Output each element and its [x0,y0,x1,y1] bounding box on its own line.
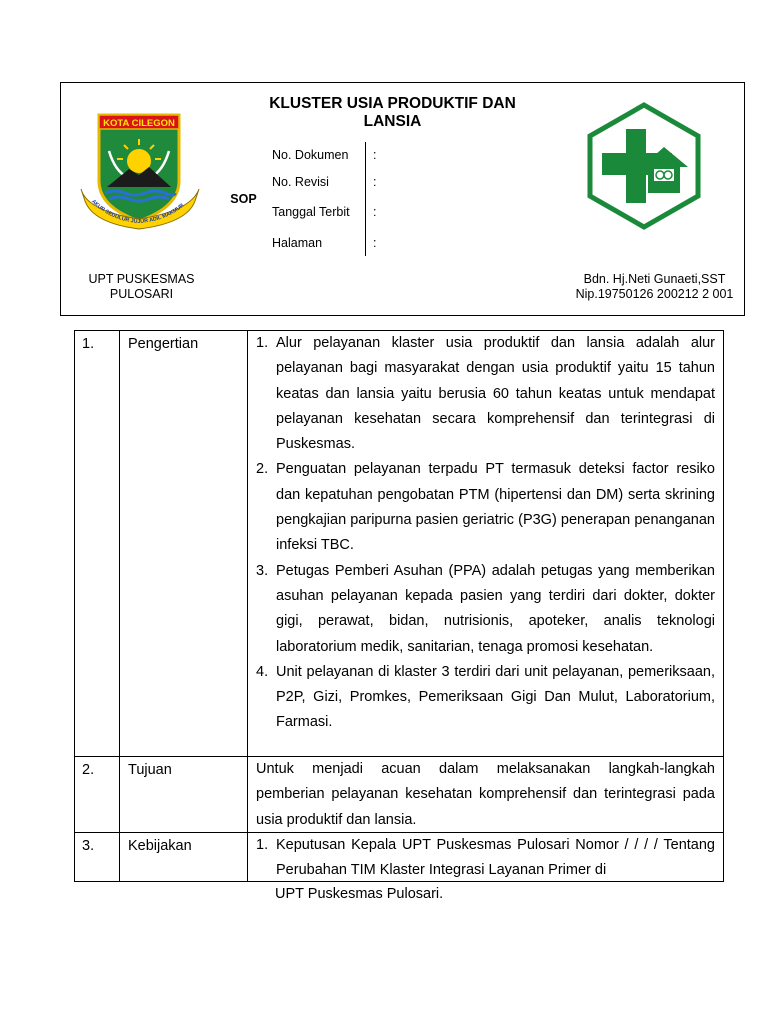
meta-label: No. Revisi [265,168,366,195]
section-heading: Kebijakan [120,833,248,881]
list-text: Penguatan pelayanan terpadu PT termasuk deteksi factor resiko dan kepatuhan pengobatan PTM (hipertensi dan DM) serta skrining pengkajian paripurna pasien geriatric (P3G) penerapan penanganan infeksi TBC. [276,461,715,554]
signature-area [222,256,563,317]
section-heading: Pengertian [120,331,248,756]
list-number: 4. [256,663,269,680]
sop-label: SOP [230,192,257,206]
list-text: Keputusan Kepala UPT Puskesmas Pulosari Nomor / / / / Tentang Perubahan TIM Klaster Integrasi Layanan Primer di [276,837,715,879]
section-heading: Tujuan [120,757,248,832]
emblem-banner-text: KOTA CILEGON [103,118,175,129]
sop-header-table [60,82,745,316]
section-content [248,757,723,832]
meta-value: : [373,148,377,162]
list-number: 1. [256,335,269,351]
meta-label: No. Dokumen [265,142,366,168]
list-number: 2. [256,461,269,478]
list-text: Petugas Pemberi Asuhan (PPA) adalah petugas yang memberikan asuhan pelayanan kepada pasien yang terdiri dari dokter, dokter gigi, perawat, bidan, nutrisionis, apoteker, analis teknologi laboratorium medik, sanitarian, tenaga promosi kesehatan. [276,562,715,655]
section-row-pengertian [75,331,723,757]
list-number: 3. [256,562,269,579]
meta-value: : [373,174,377,189]
sop-content-table [74,330,724,882]
section-row-tujuan [75,757,723,833]
list-text: Alur pelayanan klaster usia produktif dan lansia adalah alur pelayanan bagi masyarakat dengan usia produktif yaitu 15 tahun keatas dan lansia yaitu berusia 60 tahun keatas untuk mendapat pelayanan kesehatan secara komprehensif dan terintegrasi di Puskesmas. [276,335,715,453]
signer-name: Bdn. Hj.Neti Gunaeti,SST [583,271,726,286]
meta-value: : [373,235,377,250]
list-number: 1. [256,837,269,853]
list-item [256,559,715,660]
meta-row-revision [265,168,563,195]
kota-cilegon-emblem-icon [79,111,201,231]
meta-label: Halaman [265,229,366,256]
section-content [248,833,723,881]
list-text-continuation: UPT Puskesmas Pulosari. [275,886,444,902]
signer-nip: Nip.19750126 200212 2 001 [575,286,734,301]
emblem-ribbon-text: AKUR SEDULUR JUJUR ADIL MAKMUR [90,198,186,226]
section-row-kebijakan [75,833,723,881]
meta-row-page [265,229,563,256]
list-item [256,833,715,884]
section-content [248,331,723,756]
organization-name: UPT PUSKESMAS PULOSARI [88,271,195,301]
signer-block [563,256,746,317]
section-number: 1. [75,331,120,756]
document-title: KLUSTER USIA PRODUKTIF DAN LANSIA [269,94,516,130]
list-item [256,660,715,736]
puskesmas-logo-cell [563,83,746,256]
puskesmas-logo-icon [584,101,704,231]
meta-label: Tanggal Terbit [265,195,366,229]
section-number: 2. [75,757,120,832]
list-text: Unit pelayanan di klaster 3 terdiri dari unit pelayanan, pemeriksaan, P2P, Gizi, Promkes, Pemeriksaan Gigi Dan Mulut, Laboratorium, Farmasi. [276,663,715,731]
meta-row-document-number [265,142,563,168]
section-number: 3. [75,833,120,881]
meta-value: : [373,205,377,219]
list-item [256,331,715,457]
city-emblem-cell [61,83,222,256]
meta-row-issue-date [265,195,563,229]
list-item [256,457,715,558]
section-text: Untuk menjadi acuan dalam melaksanakan langkah-langkah pemberian pelayanan kesehatan komprehensif dan terintegrasi pada usia produktif dan lansia. [256,761,715,828]
